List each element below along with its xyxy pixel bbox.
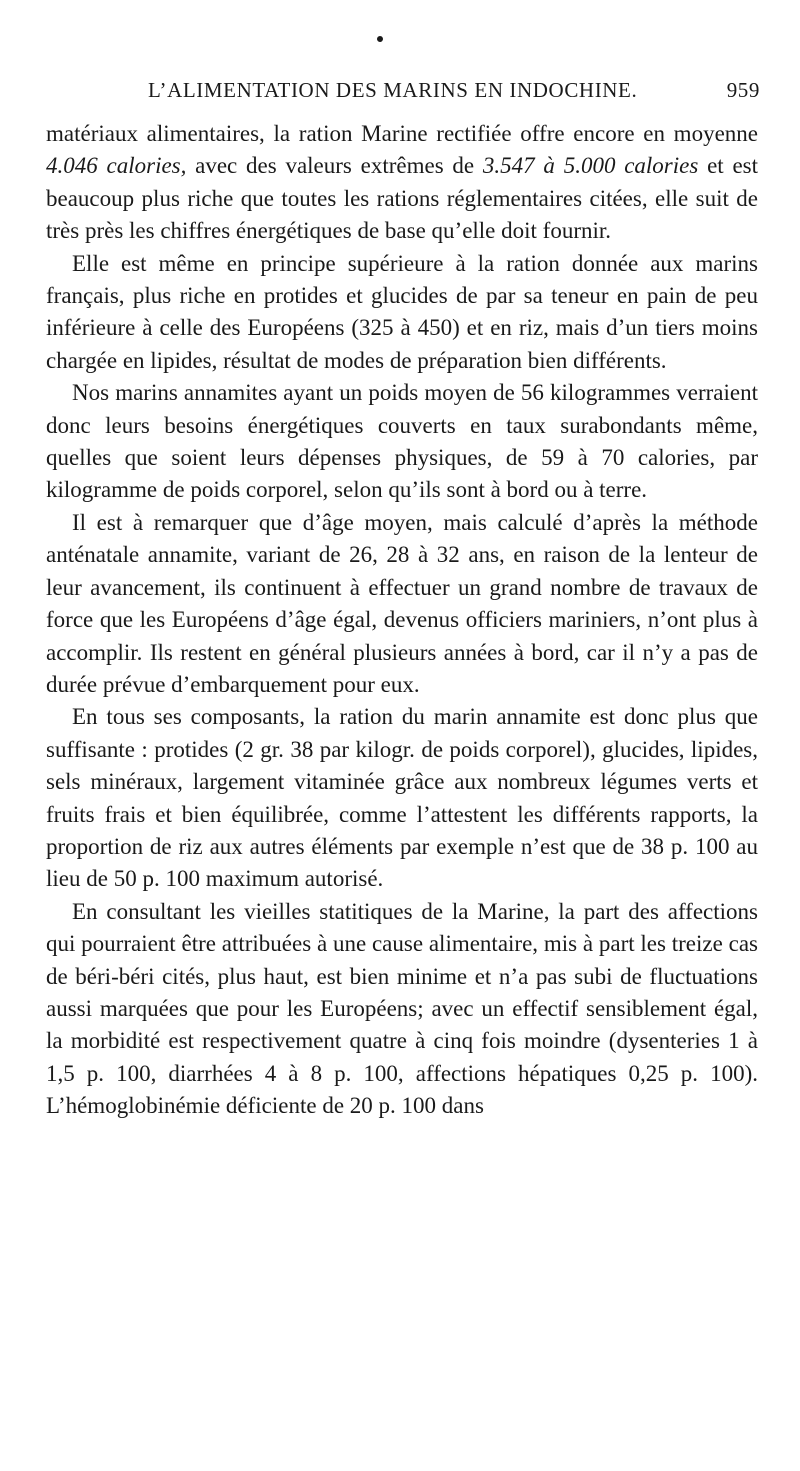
italic-text: 3.547 à 5.000 calories (482, 153, 699, 179)
paragraph (46, 248, 758, 378)
text-run: Il est à remarquer que d’âge moyen, mais calculé d’après la méthode anténatale annamite, variant de 26, 28 à 32 ans, en raison de la lenteur de leur avancement, ils continuent à effectuer un grand nombre de travaux de force que les Européens d’âge égal, devenus officiers mariniers, n’ont plus à accomplir. Ils restent en général plusieurs années à bord, car il n’y a pas de durée prévue d’embarquement pour eux. (46, 509, 758, 697)
paragraph (46, 507, 758, 701)
running-title: L’ALIMENTATION DES MARINS EN INDOCHINE. (148, 78, 638, 102)
italic-text: 4.046 calories, (46, 153, 187, 179)
text-run: et est beaucoup plus riche que toutes les rations réglementaires citées, elle suit de très près les chiffres énergétiques de base qu’elle doit fournir. (46, 153, 758, 244)
paragraph (46, 118, 758, 248)
text-run: En tous ses composants, la ration du marin annamite est donc plus que suffisante : protides (2 gr. 38 par kilogr. de poids corporel), glucides, lipides, sels minéraux, largement vitaminée grâce aux nombreux légumes verts et fruits frais et bien équilibrée, comme l’attestent les différents rapports, la proportion de riz aux autres éléments par exemple n’est que de 38 p. 100 au lieu de 50 p. 100 maximum autorisé. (46, 704, 758, 892)
page-number: 959 (726, 78, 760, 102)
paragraph (46, 377, 758, 507)
text-run: Elle est même en principe supérieure à la ration donnée aux marins français, plus riche en protides et glucides de par sa teneur en pain de peu inférieure à celle des Européens (325 à 450) et en riz, mais d’un tiers moins chargée en lipides, résultat de modes de préparation bien différents. (46, 250, 758, 373)
running-header (148, 78, 760, 112)
page-mark-dot (377, 36, 383, 42)
paragraph (46, 701, 758, 895)
text-run: avec des valeurs extrêmes de (186, 153, 483, 179)
paragraph (46, 896, 758, 1123)
text-run: En consultant les vieilles statitiques de la Marine, la part des affections qui pourraient être attribuées à une cause alimentaire, mis à part les treize cas de béri-béri cités, plus haut, est bien minime et n’a pas subi de fluctuations aussi marquées que pour les Européens; avec un effectif sensiblement égal, la morbidité est respectivement quatre à cinq fois moindre (dysenteries 1 à 1,5 p. 100, diarrhées 4 à 8 p. 100, affections hépatiques 0,25 p. 100). L’hémoglobinémie déficiente de 20 p. 100 dans (46, 898, 758, 1119)
text-run: Nos marins annamites ayant un poids moyen de 56 kilogrammes verraient donc leurs besoins énergétiques couverts en taux surabondants même, quelles que soient leurs dépenses physiques, de 59 à 70 calories, par kilogramme de poids corporel, selon qu’ils sont à bord ou à terre. (46, 380, 758, 503)
body-text (46, 118, 758, 1123)
text-run: matériaux alimentaires, la ration Marine rectifiée offre encore en moyenne (46, 121, 758, 146)
